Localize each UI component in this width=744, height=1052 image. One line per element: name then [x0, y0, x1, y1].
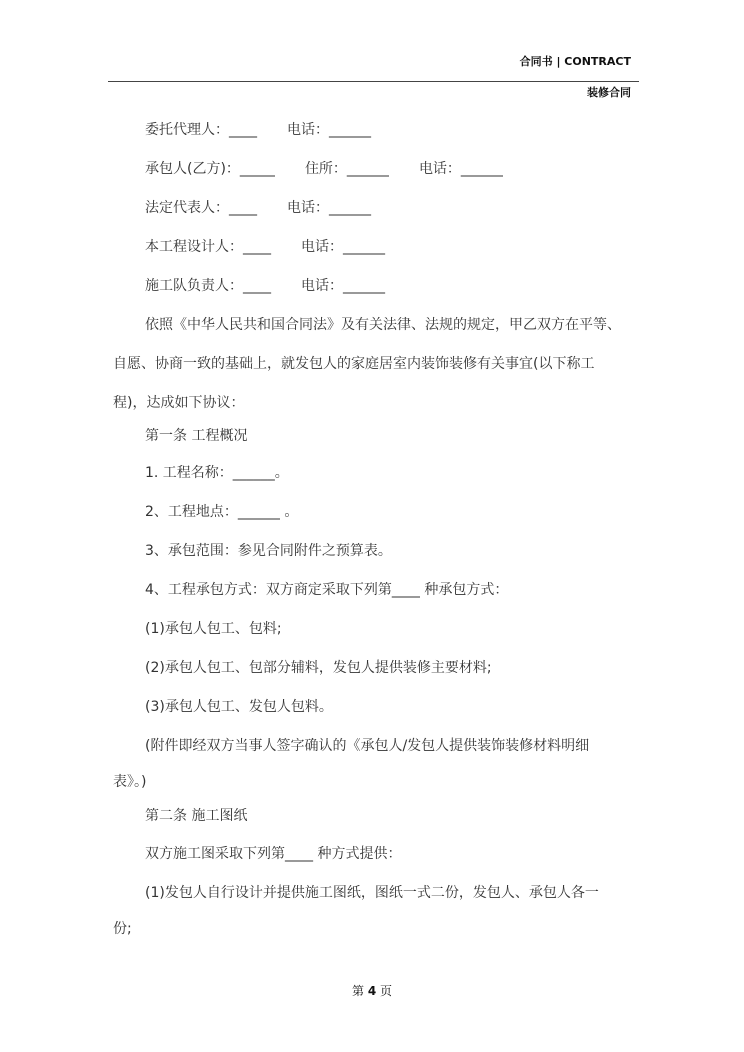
- legal-rep-label: 法定代表人：____: [145, 200, 257, 216]
- footer-suffix: 页: [380, 984, 393, 998]
- article1-item-7: (3)承包人包工、发包人包料。: [145, 699, 333, 715]
- article1-item-6: (2)承包人包工、包部分辅料，发包人提供装修主要材料;: [145, 660, 492, 676]
- preamble-line-2: 自愿、协商一致的基础上，就发包人的家庭居室内装饰装修有关事宜(以下称工: [113, 356, 595, 372]
- contractor-label: 承包人(乙方)：_____: [145, 161, 275, 177]
- header-subtitle: 装修合同: [587, 86, 631, 99]
- header-title: 合同书 | CONTRACT: [519, 55, 631, 68]
- page-number: 4: [367, 984, 377, 998]
- article2-item1-line-2: 份;: [113, 921, 132, 937]
- team-lead-phone: 电话：______: [301, 278, 385, 294]
- legal-rep-line: [145, 199, 371, 217]
- article2-item1-line-1: (1)发包人自行设计并提供施工图纸，图纸一式二份，发包人、承包人各一: [145, 885, 599, 901]
- article1-note-1: (附件即经双方当事人签字确认的《承包人/发包人提供装饰装修材料明细: [145, 738, 590, 754]
- article1-item-1: 1. 工程名称：______。: [145, 465, 289, 481]
- footer-prefix: 第: [351, 984, 364, 998]
- agent-label: 委托代理人：____: [145, 122, 257, 138]
- designer-label: 本工程设计人：____: [145, 239, 271, 255]
- article1-item-4: 4、工程承包方式：双方商定采取下列第____ 种承包方式：: [145, 582, 509, 598]
- contractor-line: [145, 160, 503, 178]
- designer-line: [145, 238, 385, 256]
- article1-note-2: 表》。): [113, 774, 147, 790]
- agent-line: [145, 121, 371, 139]
- team-lead-line: [145, 277, 385, 295]
- team-lead-label: 施工队负责人：____: [145, 278, 271, 294]
- agent-phone: 电话：______: [287, 122, 371, 138]
- article2-intro: 双方施工图采取下列第____ 种方式提供：: [145, 846, 402, 862]
- preamble-line-1: 依照《中华人民共和国合同法》及有关法律、法规的规定，甲乙双方在平等、: [145, 317, 621, 333]
- header-rule: [108, 81, 639, 82]
- article1-item-3: 3、承包范围：参见合同附件之预算表。: [145, 543, 392, 559]
- legal-rep-phone: 电话：______: [287, 200, 371, 216]
- preamble-line-3: 程)，达成如下协议：: [113, 395, 245, 411]
- contractor-phone: 电话：______: [418, 161, 503, 177]
- article2-title: 第二条 施工图纸: [145, 808, 248, 824]
- article1-item-5: (1)承包人包工、包料;: [145, 621, 282, 637]
- article1-title: 第一条 工程概况: [145, 428, 248, 444]
- article1-item-2: 2、工程地点：______ 。: [145, 504, 299, 520]
- contractor-address: 住所：______: [304, 161, 389, 177]
- designer-phone: 电话：______: [301, 239, 385, 255]
- page-footer: [0, 982, 744, 999]
